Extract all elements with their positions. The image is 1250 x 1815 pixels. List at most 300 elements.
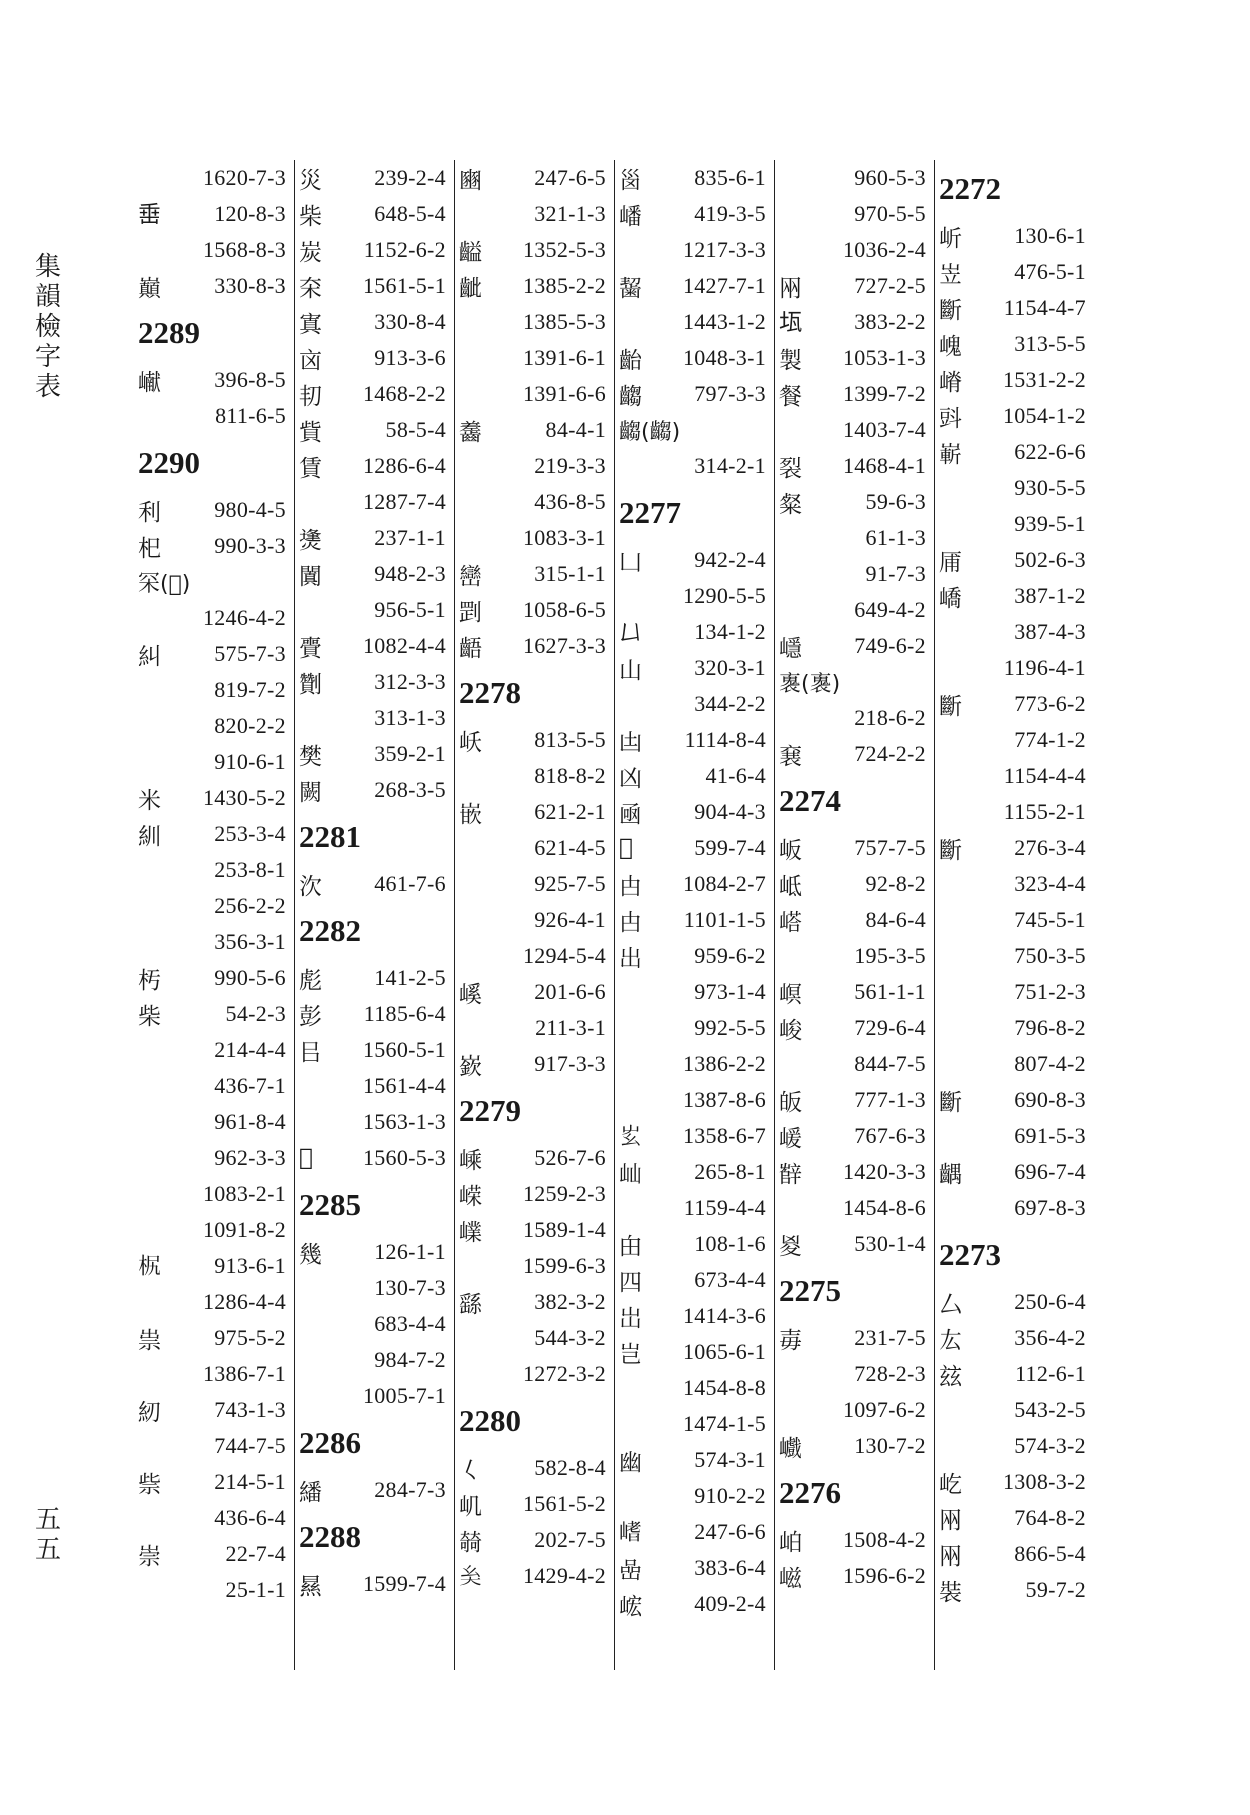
page-reference: 751-2-3 [1014,979,1086,1004]
page-reference: 797-3-3 [694,381,766,406]
index-row [455,448,614,484]
index-row [615,1442,774,1478]
page-reference: 697-8-3 [1014,1195,1086,1220]
index-row [295,1234,454,1270]
headword-char: 凾 [619,801,642,828]
index-row [615,938,774,974]
index-row [295,1472,454,1508]
index-row [775,1428,934,1464]
index-row [935,614,1094,650]
page-reference: 284-7-3 [374,1477,446,1502]
index-row [295,196,454,232]
page-reference: 409-2-4 [694,1591,766,1616]
index-row [455,1248,614,1284]
page-reference: 621-4-5 [534,835,606,860]
headword-char: 皈 [779,1089,802,1116]
headword-char: 㞦 [459,1493,482,1520]
index-row [615,1082,774,1118]
page-reference: 356-4-2 [1014,1325,1086,1350]
headword-char: 㳄 [299,873,322,900]
index-row [455,304,614,340]
page-reference: 866-5-4 [1014,1541,1086,1566]
page-reference: 1155-2-1 [1003,799,1086,824]
page-reference: 218-6-2 [854,705,926,730]
index-row [615,902,774,938]
page-reference: 1385-2-2 [522,273,606,298]
headword-char: 餐 [779,383,802,410]
page-reference: 1599-6-3 [522,1253,606,1278]
headword-char: 𡿨 [459,1457,482,1484]
index-row [615,614,774,650]
page-reference: 1272-3-2 [522,1361,606,1386]
page-reference: 321-1-3 [534,201,606,226]
headword-char: 崇 [138,1543,161,1570]
index-row [775,196,934,232]
headword-char: 齝 [619,347,642,374]
page-reference: 1508-4-2 [842,1527,926,1552]
index-row [615,578,774,614]
headword-char: 嶄 [939,441,962,468]
index-row [295,1378,454,1414]
headword-char: 賷 [299,635,322,662]
headword-char: 寘 [299,311,322,338]
section-heading: 2286 [299,1425,361,1460]
index-row [455,758,614,794]
index-row [134,1500,294,1536]
index-row [134,1176,294,1212]
index-row [295,376,454,412]
index-row [615,830,774,866]
headword-char: 𣏓 [138,967,161,994]
headword-char: 㟰 [779,981,802,1008]
index-row [775,268,934,304]
index-row [775,628,934,664]
page-reference: 315-1-1 [534,561,606,586]
page-reference: 1391-6-6 [522,381,606,406]
index-row [455,866,614,902]
index-column [294,160,454,1670]
variant-entry: 齺(齺) [619,419,681,445]
index-row [775,830,934,866]
page-reference: 773-6-2 [1014,691,1086,716]
page-reference: 1620-7-3 [202,165,286,190]
section-heading: 2279 [459,1093,521,1128]
page-reference: 649-4-2 [854,597,926,622]
headword-char: 岶 [779,1529,802,1556]
page-reference: 1468-4-1 [842,453,926,478]
page-reference: 813-5-5 [534,727,606,752]
index-row [935,1500,1094,1536]
headword-char: 嵒 [619,1557,642,1584]
headword-char: 豳 [459,167,482,194]
page-reference: 1429-4-2 [522,1563,606,1588]
page-reference: 25-1-1 [225,1577,286,1602]
page-reference: 1083-3-1 [522,525,606,550]
headword-char: 齺 [619,383,642,410]
page-reference: 820-2-2 [214,713,286,738]
headword-char: 㪷 [939,405,962,432]
index-row [775,556,934,592]
index-row [935,794,1094,830]
page-reference: 818-8-2 [534,763,606,788]
index-row [935,362,1094,398]
index-row [615,650,774,686]
page-reference: 344-2-2 [694,691,766,716]
headword-char: 祟 [138,1327,161,1354]
index-row [935,506,1094,542]
section-heading: 2275 [779,1273,841,1308]
index-row [615,268,774,304]
page-reference: 574-3-1 [694,1447,766,1472]
page-reference: 195-3-5 [854,943,926,968]
index-row [615,794,774,830]
index-column [454,160,614,1670]
page-reference: 621-2-1 [534,799,606,824]
index-row [775,1010,934,1046]
index-row [935,1572,1094,1608]
index-row [935,1010,1094,1046]
index-row [455,1486,614,1522]
index-row [455,1450,614,1486]
page-reference: 1399-7-2 [842,381,926,406]
page-reference: 743-1-3 [214,1397,286,1422]
page-number: 五五 [34,1505,61,1565]
page-reference: 276-3-4 [1014,835,1086,860]
headword-char: 利 [138,499,161,526]
index-row [935,866,1094,902]
page-reference: 757-7-5 [854,835,926,860]
index-row [615,1478,774,1514]
index-row [134,672,294,708]
page-reference: 502-6-3 [1014,547,1086,572]
page-reference: 904-4-3 [694,799,766,824]
index-row [935,1356,1094,1392]
index-row [295,628,454,664]
index-row [455,556,614,592]
page-reference: 1286-4-4 [202,1289,286,1314]
page-reference: 126-1-1 [374,1239,446,1264]
headword-char: 繙 [299,1479,322,1506]
headword-char: 斷 [939,1089,962,1116]
headword-char: 岀 [619,1305,642,1332]
index-row [935,1284,1094,1320]
index-row [775,412,934,448]
headword-char: 嶾 [779,635,802,662]
index-row [775,1154,934,1190]
page-reference: 253-3-4 [214,821,286,846]
headword-char: 甴 [619,909,642,936]
page-reference: 247-6-6 [694,1519,766,1544]
page-reference: 1152-6-2 [363,237,446,262]
index-row [935,686,1094,722]
headword-char: 𡗞 [459,1564,482,1590]
headword-char: 㐮 [779,743,802,770]
headword-char: 凵 [619,549,642,576]
index-row [295,412,454,448]
headword-char: 齵 [939,1161,962,1188]
index-row [134,1464,294,1500]
page-reference: 84-6-4 [865,907,926,932]
index-row [615,686,774,722]
headword-char: 峵 [619,1593,642,1620]
index-row [615,1298,774,1334]
headword-char: 㒳 [939,1543,962,1570]
index-row [615,160,774,196]
index-row [775,304,934,340]
index-row [775,902,934,938]
page-reference: 930-5-5 [1014,475,1086,500]
headword-char: 屹 [939,1471,962,1498]
index-row [455,268,614,304]
headword-char: 彪 [299,967,322,994]
index-row [775,736,934,772]
page-reference: 59-7-2 [1025,1577,1086,1602]
index-row [615,1406,774,1442]
index-row [775,376,934,412]
page-reference: 990-3-3 [214,533,286,558]
headword-char: 災 [299,167,322,194]
page-reference: 984-7-2 [374,1347,446,1372]
index-row [295,1306,454,1342]
index-row [775,938,934,974]
headword-char: 斷 [939,297,962,324]
page-reference: 54-2-3 [225,1001,286,1026]
page-reference: 1084-2-7 [682,871,766,896]
headword-char: 闕 [299,779,322,806]
page-reference: 256-2-2 [214,893,286,918]
index-row [295,340,454,376]
page-reference: 1385-5-3 [522,309,606,334]
page-reference: 231-7-5 [854,1325,926,1350]
headword-char: 𣏌 [138,535,161,562]
index-row [134,816,294,852]
page-reference: 58-5-4 [385,417,446,442]
page-reference: 750-3-5 [1014,943,1086,968]
page-reference: 917-3-3 [534,1051,606,1076]
page-reference: 387-1-2 [1014,583,1086,608]
index-row [134,492,294,528]
page-reference: 648-5-4 [374,201,446,226]
index-row [295,1140,454,1176]
page-reference: 575-7-3 [214,641,286,666]
page-reference: 1387-8-6 [682,1087,766,1112]
headword-char: 𡴁 [619,1124,642,1150]
page-reference: 728-2-3 [854,1361,926,1386]
page-reference: 561-1-1 [854,979,926,1004]
index-row [615,304,774,340]
page-reference: 1427-7-1 [682,273,766,298]
headword-char: 嵌 [459,801,482,828]
index-row [775,866,934,902]
section-heading: 2281 [299,819,361,854]
index-row [295,232,454,268]
headword-char: 製 [779,347,802,374]
section-heading: 2277 [619,495,681,530]
page-reference: 396-8-5 [214,367,286,392]
page-reference: 913-3-6 [374,345,446,370]
index-row [775,1356,934,1392]
index-row [935,434,1094,470]
index-row [615,232,774,268]
headword-char: 嶔 [459,1053,482,1080]
page-reference: 201-6-6 [534,979,606,1004]
index-row [615,542,774,578]
index-row [134,196,294,232]
page-reference: 1005-7-1 [362,1383,446,1408]
page-reference: 526-7-6 [534,1145,606,1170]
page-reference: 696-7-4 [1014,1159,1086,1184]
index-row [455,376,614,412]
index-row [134,1428,294,1464]
index-row [775,484,934,520]
headword-char: 㟷 [779,909,802,936]
page-reference: 622-6-6 [1014,439,1086,464]
index-row [134,636,294,672]
headword-char: 彭 [299,1003,322,1030]
page-reference: 1308-3-2 [1002,1469,1086,1494]
page-reference: 574-3-2 [1014,1433,1086,1458]
index-row [935,1154,1094,1190]
page-reference: 1454-8-8 [682,1375,766,1400]
page-reference: 130-6-1 [1014,223,1086,248]
index-row [134,268,294,304]
page-reference: 1391-6-1 [522,345,606,370]
index-row [455,484,614,520]
index-row [935,1392,1094,1428]
index-row [935,1046,1094,1082]
headword-char: 齬 [459,635,482,662]
index-row [615,1514,774,1550]
page-reference: 436-8-5 [534,489,606,514]
page-reference: 1430-5-2 [202,785,286,810]
index-row [935,722,1094,758]
index-row [615,1334,774,1370]
index-row [455,1522,614,1558]
page-reference: 314-2-1 [694,453,766,478]
page-reference: 599-7-4 [694,835,766,860]
page-reference: 796-8-2 [1014,1015,1086,1040]
headword-char: 甶 [619,1233,642,1260]
index-row [455,412,614,448]
page-reference: 1290-5-5 [682,583,766,608]
headword-char: 㐫 [299,347,322,374]
index-row [935,938,1094,974]
section-heading: 2276 [779,1475,841,1510]
page-reference: 1560-5-3 [362,1145,446,1170]
page-reference: 1627-3-3 [522,633,606,658]
page-reference: 749-6-2 [854,633,926,658]
page-reference: 383-6-4 [694,1555,766,1580]
page-reference: 764-8-2 [1014,1505,1086,1530]
index-row [615,1370,774,1406]
page-reference: 980-4-5 [214,497,286,522]
index-row [615,1262,774,1298]
headword-char: 𪘂 [619,275,642,302]
page-reference: 973-1-4 [694,979,766,1004]
index-row [775,1392,934,1428]
headword-char: 厶 [939,1291,962,1318]
page-reference: 387-4-3 [1014,619,1086,644]
headword-char: 辥 [779,1161,802,1188]
index-row [134,1320,294,1356]
page-reference: 265-8-1 [694,1159,766,1184]
index-row [295,556,454,592]
index-row [615,448,774,484]
index-row [775,160,934,196]
page-reference: 925-7-5 [534,871,606,896]
page-reference: 745-5-1 [1014,907,1086,932]
index-row [455,520,614,556]
index-row [615,1010,774,1046]
headword-char: 出 [619,945,642,972]
headword-char: 㒳 [779,275,802,302]
headword-char: 裂 [779,455,802,482]
headword-char: 劗 [299,671,322,698]
index-row [615,866,774,902]
page-reference: 330-8-3 [214,273,286,298]
headword-char: 𪩘 [138,369,161,396]
page-reference: 1058-6-5 [522,597,606,622]
index-row [775,1190,934,1226]
index-row [455,722,614,758]
page-reference: 970-5-5 [854,201,926,226]
index-row [775,1046,934,1082]
page-reference: 1454-8-6 [842,1195,926,1220]
page-reference: 313-5-5 [1014,331,1086,356]
index-row [134,1284,294,1320]
page-reference: 268-3-5 [374,777,446,802]
page-reference: 250-6-4 [1014,1289,1086,1314]
page-reference: 939-5-1 [1014,511,1086,536]
page-reference: 247-6-5 [534,165,606,190]
page-reference: 1246-4-2 [202,605,286,630]
headword-char: 㒳 [939,1507,962,1534]
headword-char: 岦 [939,261,962,288]
page-reference: 461-7-6 [374,871,446,896]
index-row [935,470,1094,506]
page-reference: 1599-7-4 [362,1571,446,1596]
headword-char: 峻 [779,1017,802,1044]
index-row [775,700,934,736]
page-reference: 1054-1-2 [1002,403,1086,428]
index-row [775,1082,934,1118]
index-row [295,736,454,772]
section-heading: 2290 [138,445,200,480]
index-row [615,758,774,794]
section-heading: 2274 [779,783,841,818]
page-reference: 948-2-3 [374,561,446,586]
index-row [134,996,294,1032]
page-reference: 543-2-5 [1014,1397,1086,1422]
headword-char: 四 [619,1269,642,1296]
index-row [935,542,1094,578]
index-row [615,1046,774,1082]
section-heading: 2280 [459,1403,521,1438]
page-reference: 1468-2-2 [362,381,446,406]
section-heading: 2278 [459,675,521,710]
page-reference: 990-5-6 [214,965,286,990]
index-row [134,362,294,398]
index-row [935,218,1094,254]
page-reference: 767-6-3 [854,1123,926,1148]
index-row [935,1082,1094,1118]
page-reference: 22-7-4 [225,1541,286,1566]
index-row [134,1572,294,1608]
page-reference: 1568-8-3 [202,237,286,262]
index-row [134,1356,294,1392]
page-reference: 1185-6-4 [363,1001,446,1026]
section-heading: 2288 [299,1519,361,1554]
